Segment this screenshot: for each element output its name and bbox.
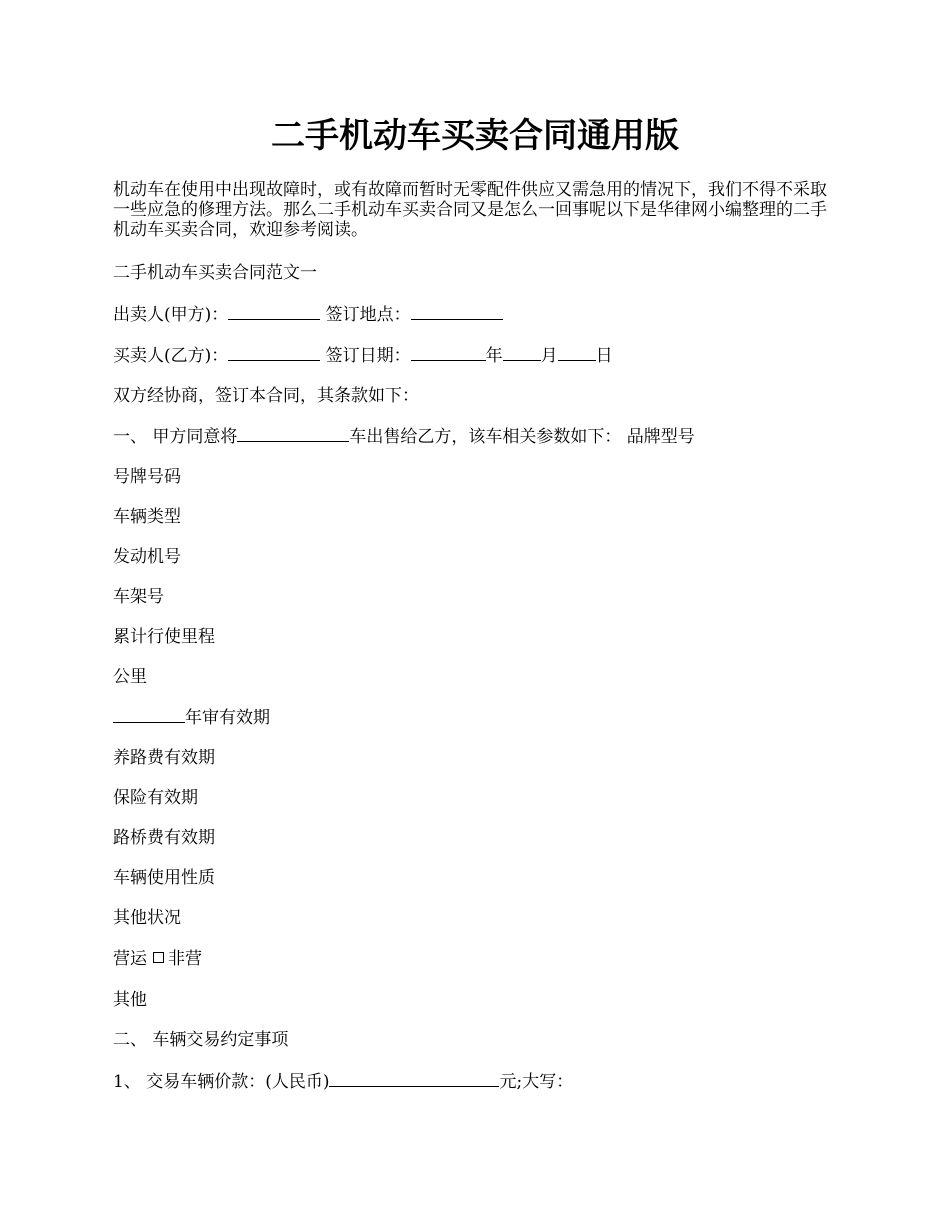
year-blank bbox=[411, 344, 486, 361]
annual-review-blank bbox=[113, 706, 185, 723]
field-mileage: 累计行使里程 bbox=[113, 627, 215, 647]
clause-1-prefix: 一、 甲方同意将 bbox=[113, 427, 238, 447]
agreement-line: 双方经协商，签订本合同，其条款如下： bbox=[113, 386, 419, 406]
year-label: 年 bbox=[485, 346, 503, 366]
price-blank bbox=[329, 1070, 499, 1087]
month-blank bbox=[503, 344, 541, 361]
vehicle-blank bbox=[237, 425, 349, 442]
buyer-blank bbox=[228, 344, 320, 361]
price-line bbox=[113, 1070, 573, 1093]
seller-blank bbox=[228, 303, 320, 320]
day-blank bbox=[558, 344, 596, 361]
field-chassis-number: 车架号 bbox=[113, 587, 164, 607]
operation-label: 营运 bbox=[113, 949, 147, 969]
field-road-fee: 养路费有效期 bbox=[113, 748, 215, 768]
sample-heading: 二手机动车买卖合同范文一 bbox=[113, 263, 317, 283]
price-prefix: 1、 交易车辆价款：(人民币) bbox=[113, 1072, 330, 1092]
sign-place-label: 签订地点： bbox=[325, 305, 411, 325]
checkbox-icon[interactable] bbox=[153, 952, 164, 963]
annual-review-line bbox=[113, 706, 270, 729]
field-other-condition: 其他状况 bbox=[113, 908, 181, 928]
field-usage-nature: 车辆使用性质 bbox=[113, 868, 215, 888]
field-insurance: 保险有效期 bbox=[113, 788, 198, 808]
field-plate-number: 号牌号码 bbox=[113, 467, 181, 487]
field-km: 公里 bbox=[113, 667, 147, 687]
intro-paragraph: 机动车在使用中出现故障时，或有故障而暂时无零配件供应又需急用的情况下，我们不得不采取一些应急的修理方法。那么二手机动车买卖合同又是怎么一回事呢以下是华律网小编整理的二手机动车买卖合同，欢迎参考阅读。 bbox=[113, 180, 827, 240]
seller-label: 出卖人(甲方)： bbox=[113, 305, 229, 325]
buyer-line bbox=[113, 344, 613, 367]
non-operation-label: 非营 bbox=[168, 949, 202, 969]
seller-line bbox=[113, 303, 503, 326]
buyer-label: 买卖人(乙方)： bbox=[113, 346, 229, 366]
clause-1-suffix: 车出售给乙方，该车相关参数如下： 品牌型号 bbox=[349, 427, 695, 447]
price-suffix: 元;大写： bbox=[499, 1072, 574, 1092]
month-label: 月 bbox=[540, 346, 558, 366]
operation-line bbox=[113, 948, 202, 970]
annual-review-label: 年审有效期 bbox=[185, 708, 270, 728]
sign-date-label: 签订日期： bbox=[325, 346, 411, 366]
field-bridge-fee: 路桥费有效期 bbox=[113, 828, 215, 848]
sign-place-blank bbox=[411, 303, 503, 320]
document-title: 二手机动车买卖合同通用版 bbox=[271, 116, 679, 156]
field-engine-number: 发动机号 bbox=[113, 547, 181, 567]
field-vehicle-type: 车辆类型 bbox=[113, 507, 181, 527]
clause-1 bbox=[113, 425, 695, 448]
clause-2: 二、 车辆交易约定事项 bbox=[113, 1030, 289, 1050]
other-line: 其他 bbox=[113, 990, 147, 1010]
day-label: 日 bbox=[595, 346, 613, 366]
